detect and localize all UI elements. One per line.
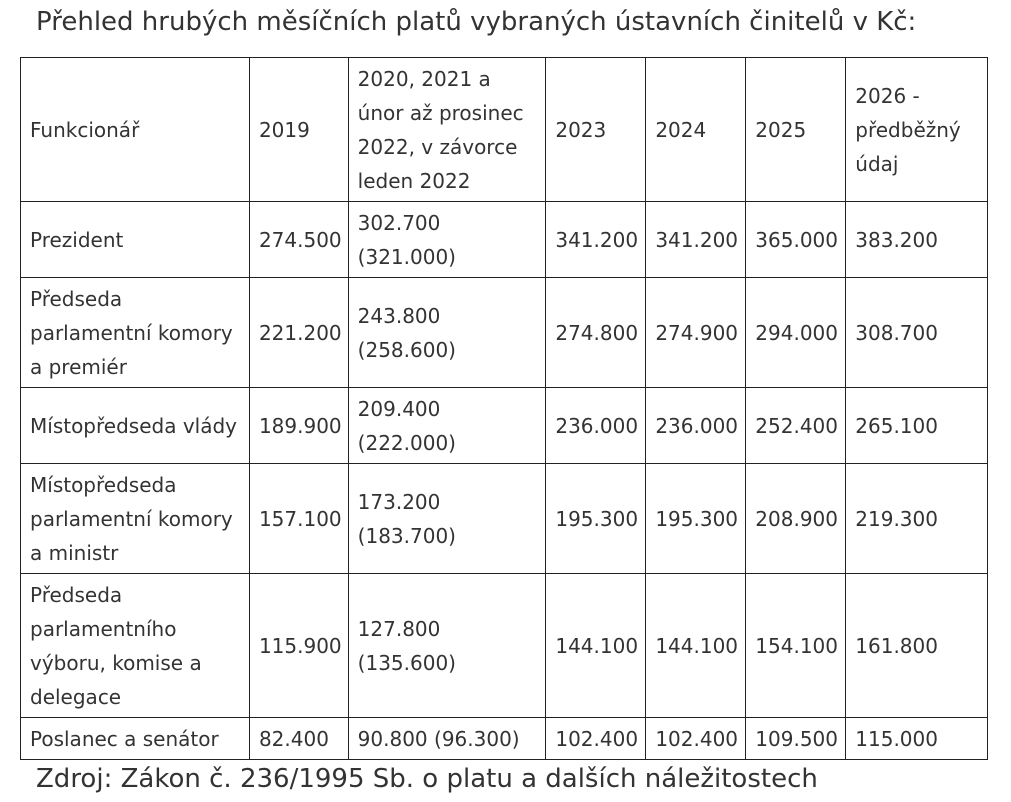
source-note: Zdroj: Zákon č. 236/1995 Sb. o platu a dalších náležitostech	[36, 764, 818, 794]
cell-2022-january: (222.000)	[357, 430, 456, 455]
cell-2026: 383.200	[846, 202, 988, 278]
header-2020-2022: 2020, 2021 a únor až prosinec 2022, v závorce leden 2022	[348, 58, 546, 202]
cell-2026: 161.800	[846, 574, 988, 718]
header-row	[21, 58, 988, 202]
cell-2019: 221.200	[249, 278, 348, 388]
salary-table	[20, 57, 988, 760]
cell-2019: 82.400	[249, 718, 348, 760]
cell-2020-2022	[348, 574, 546, 718]
cell-2019: 115.900	[249, 574, 348, 718]
table-title: Přehled hrubých měsíčních platů vybraných ústavních činitelů v Kč:	[36, 7, 917, 37]
cell-2022-january: (135.600)	[357, 650, 456, 675]
cell-funkcionar: Předseda parlamentní komory a premiér	[21, 278, 250, 388]
cell-2026: 265.100	[846, 388, 988, 464]
cell-funkcionar: Místopředseda vlády	[21, 388, 250, 464]
cell-2020-2022	[348, 718, 546, 760]
table-row	[21, 718, 988, 760]
cell-2020-2022	[348, 202, 546, 278]
cell-2025: 208.900	[746, 464, 846, 574]
cell-2025: 252.400	[746, 388, 846, 464]
cell-2022-january: (321.000)	[357, 244, 456, 269]
cell-2023: 236.000	[546, 388, 646, 464]
cell-2019: 189.900	[249, 388, 348, 464]
cell-2024: 236.000	[646, 388, 746, 464]
cell-2025: 154.100	[746, 574, 846, 718]
cell-2020-main: 209.400	[357, 396, 441, 421]
header-funkcionar: Funkcionář	[21, 58, 250, 202]
table-row	[21, 464, 988, 574]
cell-funkcionar: Předseda parlamentního výboru, komise a delegace	[21, 574, 250, 718]
cell-2026: 219.300	[846, 464, 988, 574]
cell-2020-main: 302.700	[357, 210, 441, 235]
table-row	[21, 574, 988, 718]
cell-2023: 102.400	[546, 718, 646, 760]
cell-2020-main: 243.800	[357, 303, 441, 328]
cell-2019: 157.100	[249, 464, 348, 574]
cell-2023: 341.200	[546, 202, 646, 278]
cell-2022-january: (258.600)	[357, 337, 456, 362]
cell-2023: 195.300	[546, 464, 646, 574]
header-2023: 2023	[546, 58, 646, 202]
cell-2020-main: 173.200	[357, 489, 441, 514]
cell-2025: 365.000	[746, 202, 846, 278]
cell-funkcionar: Místopředseda parlamentní komory a ministr	[21, 464, 250, 574]
cell-2022-january: (183.700)	[357, 523, 456, 548]
cell-2019: 274.500	[249, 202, 348, 278]
cell-2025: 294.000	[746, 278, 846, 388]
cell-2020-main: 127.800	[357, 616, 441, 641]
cell-2022-january: (96.300)	[434, 726, 520, 751]
cell-2024: 144.100	[646, 574, 746, 718]
cell-2024: 195.300	[646, 464, 746, 574]
cell-2023: 144.100	[546, 574, 646, 718]
cell-2024: 341.200	[646, 202, 746, 278]
cell-2020-2022	[348, 464, 546, 574]
header-2026: 2026 - předběžný údaj	[846, 58, 988, 202]
header-2019: 2019	[249, 58, 348, 202]
cell-2025: 109.500	[746, 718, 846, 760]
cell-2023: 274.800	[546, 278, 646, 388]
table-row	[21, 388, 988, 464]
cell-2026: 115.000	[846, 718, 988, 760]
table-row	[21, 278, 988, 388]
cell-2024: 274.900	[646, 278, 746, 388]
table-row	[21, 202, 988, 278]
cell-funkcionar: Prezident	[21, 202, 250, 278]
cell-2026: 308.700	[846, 278, 988, 388]
cell-2024: 102.400	[646, 718, 746, 760]
cell-funkcionar: Poslanec a senátor	[21, 718, 250, 760]
cell-2020-main: 90.800	[357, 726, 428, 751]
header-2025: 2025	[746, 58, 846, 202]
header-2024: 2024	[646, 58, 746, 202]
cell-2020-2022	[348, 388, 546, 464]
cell-2020-2022	[348, 278, 546, 388]
